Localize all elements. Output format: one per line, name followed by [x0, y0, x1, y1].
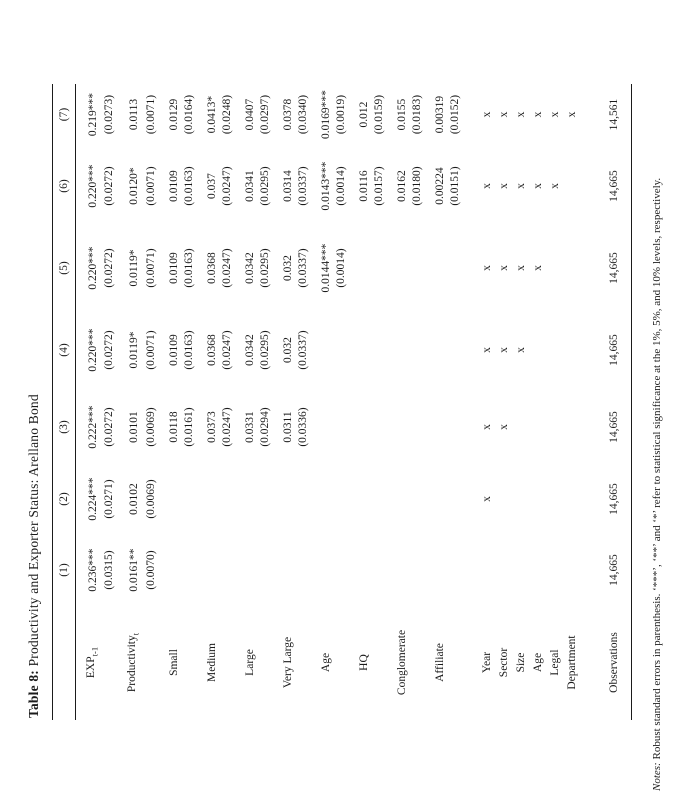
check-cell: x: [514, 347, 527, 353]
row-label: [273, 605, 296, 720]
row-label: [296, 605, 311, 720]
coefficient-cell: [197, 535, 220, 605]
stderr-cell: (0.0071): [144, 94, 157, 135]
stderr-row: [296, 84, 311, 720]
row-label-text: Small: [167, 649, 180, 676]
stderr-cell: (0.0337): [296, 248, 309, 288]
coefficient-row: [425, 84, 448, 720]
coefficient-row: [387, 84, 410, 720]
coefficient-cell: 0.0144***: [319, 243, 332, 293]
row-label: [530, 605, 547, 720]
column-header-1: (1): [53, 535, 76, 605]
row-label: [334, 605, 349, 720]
coefficient-row: [235, 84, 258, 720]
coefficient-cell: [425, 227, 448, 309]
table-title-text: Productivity and Exporter Status: Arellano Bond: [26, 394, 41, 667]
coefficient-cell: 0.0119*: [127, 331, 140, 369]
coefficient-cell: [311, 391, 334, 463]
stderr-row: [448, 84, 463, 720]
check-cell: [564, 145, 581, 227]
coefficient-cell: [425, 463, 448, 535]
control-check-row: [496, 84, 513, 720]
stderr-cell: [372, 463, 387, 535]
observations-cell: 14,665: [581, 145, 632, 227]
stderr-cell: [410, 463, 425, 535]
check-cell: x: [548, 183, 561, 189]
row-label-text: Size: [514, 652, 527, 673]
stderr-cell: (0.0183): [410, 94, 423, 135]
check-cell: [547, 535, 564, 605]
coefficient-cell: 0.0378: [281, 98, 294, 131]
row-label-text: Department: [565, 635, 578, 690]
coefficient-cell: 0.032: [281, 337, 294, 363]
stderr-cell: [334, 535, 349, 605]
coefficient-cell: [311, 309, 334, 391]
coefficient-cell: 0.0119*: [127, 249, 140, 287]
stderr-cell: (0.0157): [372, 166, 385, 206]
check-cell: x: [497, 111, 510, 118]
coefficient-row: [349, 84, 372, 720]
observations-cell: 14,665: [581, 535, 632, 605]
table-number: Table 8:: [26, 670, 41, 718]
coefficient-cell: 0.0120*: [127, 167, 140, 205]
stderr-cell: [372, 227, 387, 309]
check-cell: [530, 391, 547, 463]
stderr-cell: (0.0272): [103, 248, 116, 288]
row-label: [513, 605, 530, 720]
check-cell: x: [497, 347, 510, 353]
row-label-text: EXP: [85, 656, 97, 679]
stderr-cell: (0.0273): [103, 94, 116, 135]
stderr-cell: (0.0069): [144, 407, 157, 447]
coefficient-cell: 0.0161**: [127, 548, 140, 592]
observations-cell: 14,665: [581, 391, 632, 463]
row-label: [197, 605, 220, 720]
coefficient-cell: 0.0109: [167, 334, 180, 366]
stderr-cell: [448, 227, 463, 309]
stderr-cell: (0.0163): [182, 166, 195, 206]
coefficient-cell: 0.037: [205, 173, 218, 199]
stderr-cell: (0.0163): [182, 330, 195, 370]
coefficient-cell: 0.00224: [433, 167, 446, 205]
stderr-cell: (0.0340): [296, 94, 309, 135]
coefficient-cell: 0.0129: [167, 98, 180, 131]
row-label-text: Productivity: [126, 635, 139, 693]
row-label: [235, 605, 258, 720]
stderr-cell: (0.0071): [144, 166, 157, 206]
coefficient-cell: [349, 535, 372, 605]
row-label-text: Year: [480, 651, 493, 674]
stderr-row: [258, 84, 273, 720]
column-header-7: (7): [53, 84, 76, 145]
coefficient-cell: [425, 391, 448, 463]
row-label-text: Medium: [205, 643, 218, 682]
row-label-text: Age: [319, 652, 332, 673]
table-title: [26, 0, 42, 718]
stderr-row: [144, 84, 159, 720]
coefficient-row: [311, 84, 334, 720]
stderr-cell: [448, 309, 463, 391]
coefficient-cell: 0.220***: [86, 328, 99, 372]
row-label: [159, 605, 182, 720]
coefficient-cell: 0.0341: [243, 170, 256, 202]
coefficient-row: [197, 84, 220, 720]
stderr-row: [102, 84, 117, 720]
row-label: [581, 605, 632, 720]
column-header-2: (2): [53, 463, 76, 535]
stderr-cell: (0.0272): [103, 407, 116, 447]
column-header-4: (4): [53, 309, 76, 391]
coefficient-cell: 0.0331: [243, 411, 256, 443]
check-cell: [513, 463, 530, 535]
row-label: [564, 605, 581, 720]
stderr-cell: (0.0247): [220, 330, 233, 370]
row-label: [182, 605, 197, 720]
coefficient-cell: 0.0413*: [205, 95, 218, 134]
stderr-cell: [258, 463, 273, 535]
control-check-row: [513, 84, 530, 720]
coefficient-cell: [387, 227, 410, 309]
stderr-cell: (0.0315): [103, 550, 116, 590]
coefficient-cell: [425, 535, 448, 605]
column-header-empty: [53, 605, 76, 720]
check-cell: x: [497, 265, 510, 271]
coefficient-cell: [235, 535, 258, 605]
coefficient-row: [117, 84, 143, 720]
coefficient-cell: [349, 227, 372, 309]
stderr-cell: (0.0295): [258, 330, 271, 370]
table-notes: [650, 13, 666, 791]
stderr-cell: (0.0071): [144, 330, 157, 370]
stderr-cell: (0.0271): [103, 479, 116, 519]
control-check-row: [530, 84, 547, 720]
observations-row: [581, 84, 632, 720]
coefficient-row: [159, 84, 182, 720]
row-label-text: Observations: [607, 632, 620, 693]
row-label-text: Very Large: [281, 636, 294, 689]
check-cell: [547, 463, 564, 535]
control-check-row: [547, 84, 564, 720]
coefficient-cell: 0.0314: [281, 170, 294, 202]
stderr-cell: [182, 535, 197, 605]
header-row: [53, 84, 76, 720]
coefficient-row: [273, 84, 296, 720]
row-label: [117, 605, 143, 720]
coefficient-cell: 0.0109: [167, 252, 180, 284]
coefficient-cell: 0.0407: [243, 98, 256, 131]
coefficient-cell: [273, 463, 296, 535]
row-label: [547, 605, 564, 720]
row-label-text: Affiliate: [433, 643, 446, 682]
check-cell: x: [480, 424, 493, 430]
row-label-subscript: t-1: [89, 646, 100, 657]
coefficient-cell: 0.220***: [86, 246, 99, 290]
coefficient-cell: 0.0116: [357, 170, 370, 202]
row-label: [410, 605, 425, 720]
coefficient-cell: [159, 463, 182, 535]
stderr-cell: [220, 535, 235, 605]
coefficient-cell: 0.0101: [127, 411, 140, 443]
coefficient-cell: [387, 463, 410, 535]
stderr-cell: (0.0295): [258, 166, 271, 206]
stderr-cell: [448, 463, 463, 535]
coefficient-cell: [349, 309, 372, 391]
stderr-cell: (0.0180): [410, 166, 423, 206]
control-check-row: [564, 84, 581, 720]
check-cell: [547, 309, 564, 391]
coefficient-cell: 0.0118: [167, 411, 180, 443]
row-label-text: Age: [531, 652, 544, 673]
coefficient-cell: [349, 463, 372, 535]
stderr-cell: (0.0069): [144, 479, 157, 519]
coefficient-cell: [159, 535, 182, 605]
check-cell: x: [497, 424, 510, 430]
coefficient-cell: 0.0109: [167, 170, 180, 202]
coefficient-cell: 0.0342: [243, 252, 256, 284]
coefficient-cell: 0.224***: [86, 477, 99, 521]
check-cell: x: [531, 265, 544, 271]
regression-table: [52, 84, 632, 720]
coefficient-cell: 0.00319: [433, 95, 446, 134]
check-cell: [496, 463, 513, 535]
stderr-cell: (0.0337): [296, 166, 309, 206]
coefficient-cell: [197, 463, 220, 535]
coefficient-cell: [235, 463, 258, 535]
check-cell: x: [514, 265, 527, 271]
check-cell: x: [480, 111, 493, 118]
check-cell: x: [548, 111, 561, 118]
stderr-row: [372, 84, 387, 720]
stderr-cell: (0.0070): [144, 550, 157, 590]
coefficient-cell: 0.0311: [281, 411, 294, 443]
stderr-cell: (0.0151): [448, 166, 461, 206]
check-cell: [564, 463, 581, 535]
stderr-cell: [334, 391, 349, 463]
stderr-cell: [372, 309, 387, 391]
check-cell: x: [565, 111, 578, 118]
check-cell: [530, 463, 547, 535]
coefficient-cell: [349, 391, 372, 463]
column-header-6: (6): [53, 145, 76, 227]
row-label: [425, 605, 448, 720]
stderr-cell: [372, 391, 387, 463]
check-cell: x: [531, 183, 544, 189]
check-cell: x: [480, 496, 493, 502]
check-cell: x: [514, 111, 527, 118]
observations-cell: 14,561: [581, 84, 632, 145]
check-cell: x: [514, 183, 527, 189]
check-cell: [547, 227, 564, 309]
stderr-cell: [410, 535, 425, 605]
stderr-cell: (0.0336): [296, 407, 309, 447]
row-label: [144, 605, 159, 720]
check-cell: [564, 309, 581, 391]
stderr-cell: (0.0163): [182, 248, 195, 288]
observations-cell: 14,665: [581, 463, 632, 535]
coefficient-cell: 0.0342: [243, 334, 256, 366]
coefficient-cell: 0.0368: [205, 252, 218, 284]
coefficient-cell: 0.012: [357, 101, 370, 128]
row-label-subscript: t: [130, 632, 141, 636]
stderr-cell: (0.0159): [372, 94, 385, 135]
coefficient-cell: 0.0113: [127, 98, 140, 131]
stderr-cell: [182, 463, 197, 535]
coefficient-cell: [387, 391, 410, 463]
row-label: [387, 605, 410, 720]
coefficient-cell: [311, 463, 334, 535]
stderr-cell: [410, 227, 425, 309]
stderr-cell: (0.0071): [144, 248, 157, 288]
check-cell: [463, 535, 496, 605]
row-label: [463, 605, 496, 720]
observations-cell: 14,665: [581, 227, 632, 309]
stderr-cell: (0.0295): [258, 248, 271, 288]
stderr-row: [334, 84, 349, 720]
check-cell: [496, 535, 513, 605]
row-label: [448, 605, 463, 720]
stderr-cell: (0.0247): [220, 248, 233, 288]
coefficient-cell: [425, 309, 448, 391]
coefficient-cell: 0.032: [281, 255, 294, 281]
stderr-cell: (0.0248): [220, 94, 233, 135]
stderr-cell: (0.0014): [334, 166, 347, 206]
coefficient-cell: [387, 535, 410, 605]
observations-cell: 14,665: [581, 309, 632, 391]
check-cell: [547, 391, 564, 463]
stderr-cell: [448, 535, 463, 605]
row-label: [76, 605, 103, 720]
coefficient-cell: 0.0102: [127, 483, 140, 515]
row-label: [311, 605, 334, 720]
stderr-cell: [296, 463, 311, 535]
coefficient-cell: 0.0155: [395, 98, 408, 131]
stderr-cell: [220, 463, 235, 535]
stderr-cell: [410, 309, 425, 391]
stderr-cell: [296, 535, 311, 605]
stderr-cell: [258, 535, 273, 605]
stderr-cell: [372, 535, 387, 605]
check-cell: [530, 309, 547, 391]
coefficient-cell: 0.219***: [86, 92, 99, 137]
notes-text: Robust standard errors in parenthesis. ‘***’, ‘**’ and ‘*’ refer to statistical significance at the 1%, 5%, and 10% levels, respectively.: [650, 177, 663, 760]
check-cell: [513, 391, 530, 463]
check-cell: [564, 535, 581, 605]
coefficient-cell: 0.220***: [86, 164, 99, 208]
row-label-text: Sector: [497, 647, 510, 678]
stderr-cell: (0.0294): [258, 407, 271, 447]
stderr-cell: [410, 391, 425, 463]
row-label-text: Conglomerate: [395, 629, 408, 696]
coefficient-cell: 0.0169***: [319, 90, 332, 139]
column-header-5: (5): [53, 227, 76, 309]
check-cell: x: [531, 111, 544, 118]
stderr-cell: (0.0014): [334, 248, 347, 288]
check-cell: [513, 535, 530, 605]
check-cell: [564, 391, 581, 463]
stderr-cell: (0.0164): [182, 94, 195, 135]
stderr-cell: (0.0152): [448, 94, 461, 135]
row-label: [102, 605, 117, 720]
coefficient-cell: 0.0373: [205, 411, 218, 443]
row-label: [220, 605, 235, 720]
check-cell: x: [480, 183, 493, 189]
results-table-body: [76, 84, 632, 720]
stderr-cell: [334, 309, 349, 391]
stderr-row: [410, 84, 425, 720]
check-cell: x: [480, 265, 493, 271]
check-cell: x: [480, 347, 493, 353]
row-label-text: Large: [243, 649, 256, 676]
row-label: [258, 605, 273, 720]
control-check-row: [463, 84, 496, 720]
stderr-cell: (0.0272): [103, 166, 116, 206]
coefficient-cell: [387, 309, 410, 391]
coefficient-cell: 0.222***: [86, 405, 99, 449]
stderr-cell: (0.0247): [220, 166, 233, 206]
check-cell: [530, 535, 547, 605]
stderr-cell: [448, 391, 463, 463]
coefficient-cell: [273, 535, 296, 605]
stderr-cell: (0.0161): [182, 407, 195, 447]
stderr-cell: (0.0272): [103, 330, 116, 370]
row-label: [372, 605, 387, 720]
row-label: [349, 605, 372, 720]
coefficient-cell: 0.0143***: [319, 161, 332, 211]
coefficient-cell: 0.0162: [395, 170, 408, 202]
column-header-3: (3): [53, 391, 76, 463]
notes-prefix: Notes:: [650, 762, 663, 791]
stderr-row: [220, 84, 235, 720]
stderr-cell: (0.0337): [296, 330, 309, 370]
row-label-text: HQ: [357, 654, 370, 671]
stderr-cell: [334, 463, 349, 535]
coefficient-row: [76, 84, 103, 720]
coefficient-cell: [311, 535, 334, 605]
check-cell: [564, 227, 581, 309]
stderr-cell: (0.0019): [334, 94, 347, 135]
stderr-cell: (0.0297): [258, 94, 271, 135]
check-cell: x: [497, 183, 510, 189]
row-label: [496, 605, 513, 720]
stderr-row: [182, 84, 197, 720]
row-label-text: Legal: [548, 649, 561, 676]
stderr-cell: (0.0247): [220, 407, 233, 447]
coefficient-cell: 0.236***: [86, 548, 99, 592]
coefficient-cell: 0.0368: [205, 334, 218, 366]
